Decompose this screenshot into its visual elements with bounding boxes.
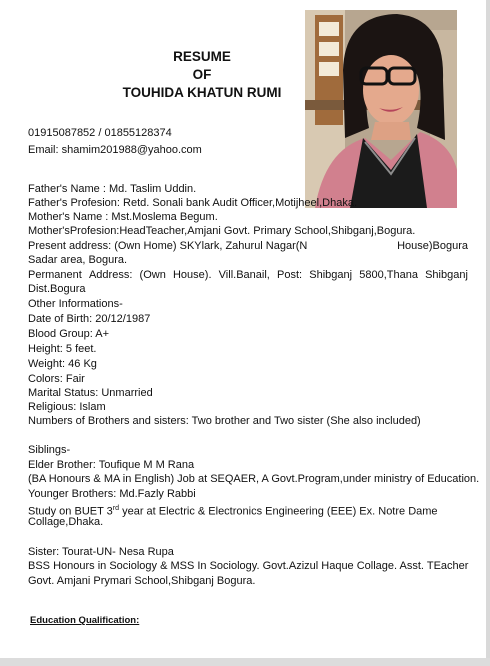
mother-name: Mother's Name : Mst.Moslema Begum.	[28, 211, 218, 223]
permanent-word-1: Permanent	[28, 269, 82, 281]
height: Height: 5 feet.	[28, 343, 97, 355]
colors: Colors: Fair	[28, 373, 85, 385]
sister-info-2: Govt. Amjani Prymari School,Shibganj Bogura.	[28, 575, 256, 587]
elder-brother-info: (BA Honours & MA in English) Job at SEQAER, A Govt.Program,under ministry of Education.	[28, 473, 480, 485]
mother-profession: Mother'sProfesion:HeadTeacher,Amjani Govt. Primary School,Shibganj,Bogura.	[28, 225, 416, 237]
permanent-word-7: Shibganj	[309, 269, 353, 281]
siblings-heading: Siblings-	[28, 444, 71, 456]
profile-photo	[305, 10, 457, 208]
permanent-address-district: Dist.Bogura	[28, 283, 86, 295]
younger-brother-college: Collage,Dhaka.	[28, 516, 104, 528]
permanent-word-3: (Own	[139, 269, 166, 281]
other-info-heading: Other Informations-	[28, 298, 123, 310]
permanent-word-6: Post:	[277, 269, 303, 281]
page-bottom-edge	[0, 658, 490, 666]
religion: Religious: Islam	[28, 401, 106, 413]
study-part-a: Study on BUET 3	[28, 505, 113, 518]
permanent-word-8: 5800,Thana	[359, 269, 418, 281]
siblings-count: Numbers of Brothers and sisters: Two brother and Two sister (She also included)	[28, 415, 421, 427]
profile-photo-image	[305, 10, 457, 208]
permanent-word-9: Shibganj	[425, 269, 468, 281]
father-profession: Father's Profesion: Retd. Sonali bank Audit Officer,Motijheel,Dhaka.	[28, 197, 358, 209]
permanent-word-2: Address:	[88, 269, 133, 281]
weight: Weight: 46 Kg	[28, 358, 97, 370]
page-edge	[486, 0, 490, 666]
marital-status: Marital Status: Unmarried	[28, 387, 153, 399]
present-address-part2: House)Bogura	[397, 240, 468, 252]
education-heading: Education Qualification:	[30, 615, 140, 626]
sister-info-1: BSS Honours in Sociology & MSS In Sociology. Govt.Azizul Haque Collage. Asst. TEacher	[28, 560, 469, 572]
resume-title: RESUME	[173, 49, 231, 64]
father-name: Father's Name : Md. Taslim Uddin.	[28, 183, 197, 195]
study-superscript: rd	[112, 505, 120, 512]
resume-name: TOUHIDA KHATUN RUMI	[122, 85, 282, 100]
email-address: Email: shamim201988@yahoo.com	[28, 144, 202, 156]
younger-brother: Younger Brothers: Md.Fazly Rabbi	[28, 488, 196, 500]
permanent-word-5: Vill.Banail,	[218, 269, 270, 281]
present-address-line	[28, 240, 468, 253]
present-address-area: Sadar area, Bogura.	[28, 254, 128, 266]
blood-group: Blood Group: A+	[28, 328, 110, 340]
present-address-part1: Present address: (Own Home) SKYlark, Zahurul Nagar(N	[28, 240, 308, 252]
resume-title-of: OF	[192, 67, 212, 82]
phone-numbers: 01915087852 / 01855128374	[28, 127, 172, 139]
study-part-b: year at Electric & Electronics Engineering (EEE) Ex. Notre Dame	[119, 505, 438, 518]
permanent-address-line	[28, 269, 468, 282]
permanent-word-4: House).	[172, 269, 212, 281]
sister: Sister: Tourat-UN- Nesa Rupa	[28, 546, 174, 558]
elder-brother: Elder Brother: Toufique M M Rana	[28, 459, 195, 471]
date-of-birth: Date of Birth: 20/12/1987	[28, 313, 151, 325]
